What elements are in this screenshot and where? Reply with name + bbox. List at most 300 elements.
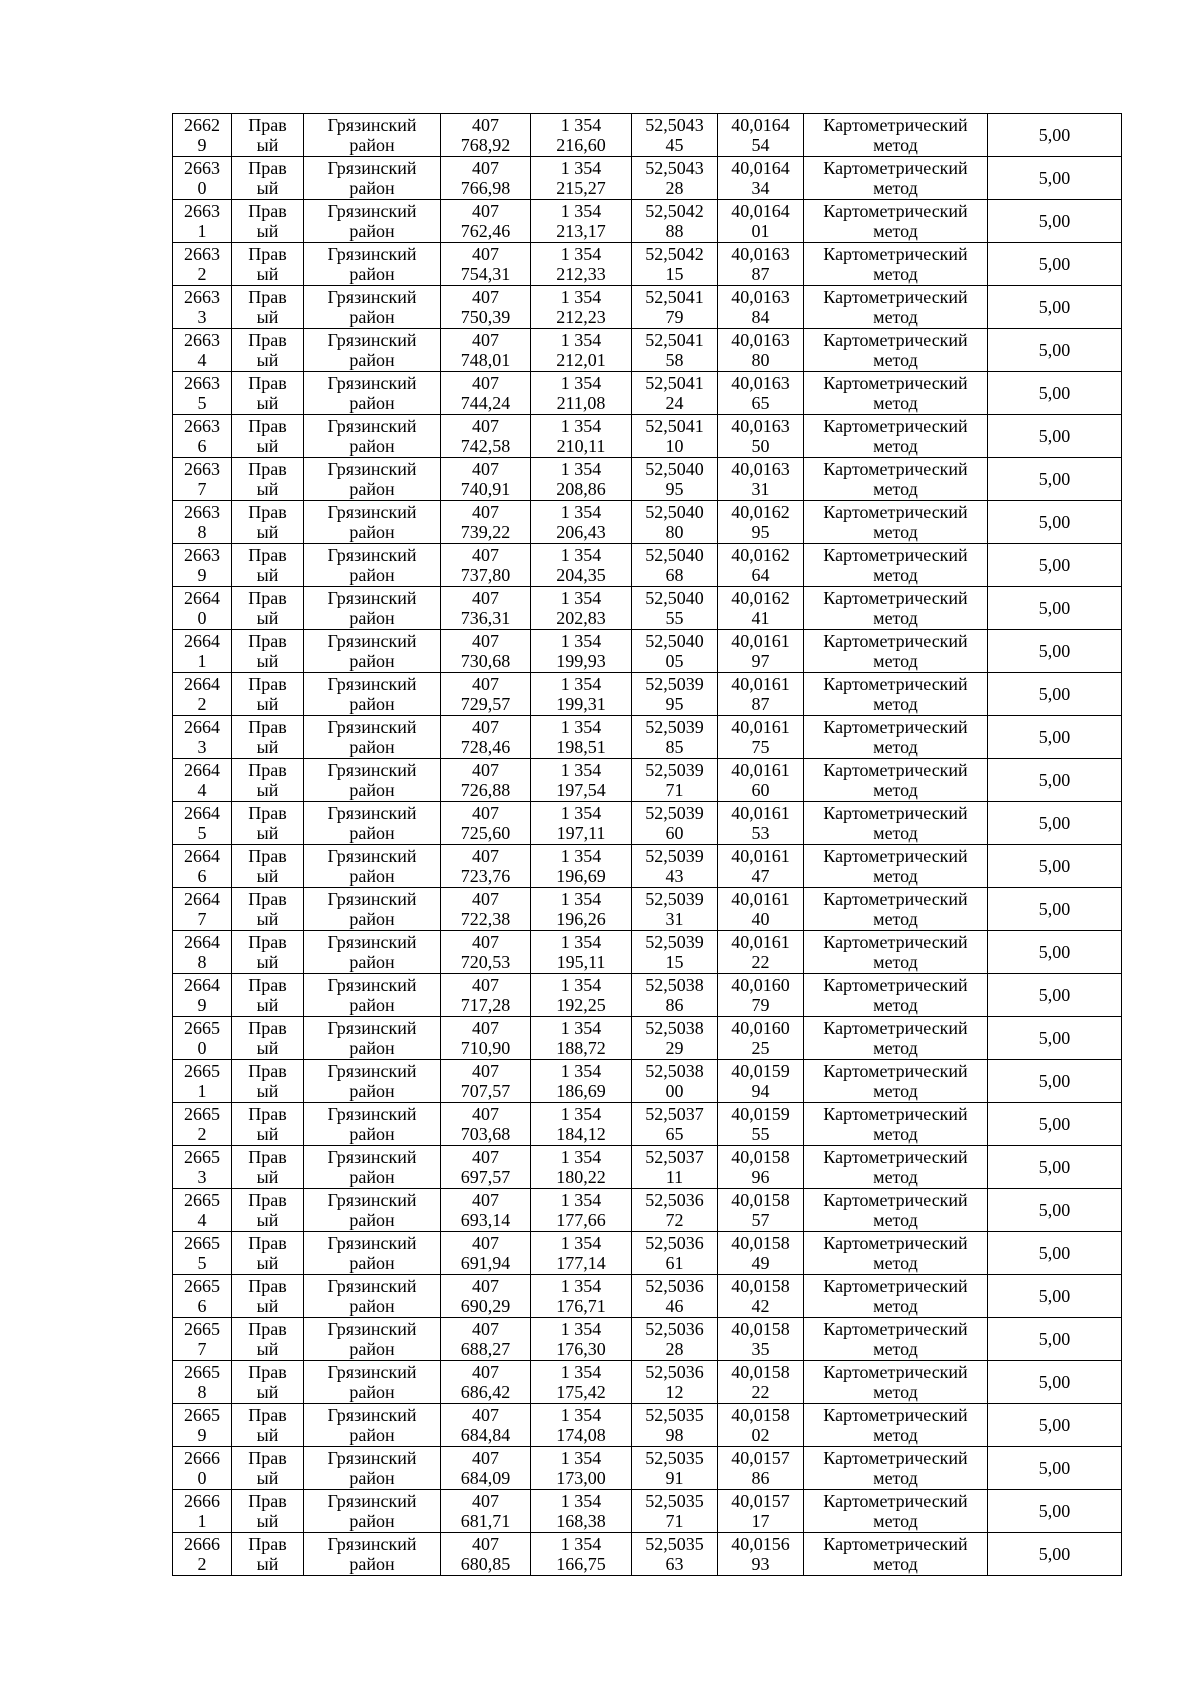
cell-accuracy: 5,00	[988, 415, 1122, 458]
table-row	[173, 372, 1122, 415]
cell-side: Прав ый	[232, 716, 304, 759]
cell-latitude: 52,5038 00	[632, 1060, 718, 1103]
cell-coord-x: 407 736,31	[441, 587, 531, 630]
cell-latitude: 52,5041 10	[632, 415, 718, 458]
cell-coord-x: 407 729,57	[441, 673, 531, 716]
cell-longitude: 40,0161 75	[718, 716, 804, 759]
cell-side: Прав ый	[232, 1404, 304, 1447]
cell-side: Прав ый	[232, 1275, 304, 1318]
coordinates-table	[172, 113, 1122, 1576]
cell-side: Прав ый	[232, 673, 304, 716]
cell-side: Прав ый	[232, 544, 304, 587]
cell-accuracy: 5,00	[988, 1017, 1122, 1060]
cell-side: Прав ый	[232, 286, 304, 329]
table-row	[173, 114, 1122, 157]
cell-point-number: 2665 1	[173, 1060, 232, 1103]
cell-district: Грязинский район	[304, 372, 441, 415]
table-row	[173, 329, 1122, 372]
cell-method: Картометрический метод	[804, 243, 988, 286]
cell-method: Картометрический метод	[804, 673, 988, 716]
cell-latitude: 52,5041 79	[632, 286, 718, 329]
cell-method: Картометрический метод	[804, 1017, 988, 1060]
cell-method: Картометрический метод	[804, 114, 988, 157]
cell-coord-x: 407 686,42	[441, 1361, 531, 1404]
cell-side: Прав ый	[232, 630, 304, 673]
table-row	[173, 716, 1122, 759]
cell-longitude: 40,0162 95	[718, 501, 804, 544]
cell-coord-x: 407 688,27	[441, 1318, 531, 1361]
cell-longitude: 40,0161 53	[718, 802, 804, 845]
cell-coord-x: 407 730,68	[441, 630, 531, 673]
cell-latitude: 52,5035 71	[632, 1490, 718, 1533]
cell-point-number: 2665 0	[173, 1017, 232, 1060]
cell-latitude: 52,5039 85	[632, 716, 718, 759]
cell-accuracy: 5,00	[988, 243, 1122, 286]
cell-side: Прав ый	[232, 931, 304, 974]
table-row	[173, 1361, 1122, 1404]
cell-coord-x: 407 728,46	[441, 716, 531, 759]
cell-method: Картометрический метод	[804, 1533, 988, 1576]
cell-coord-x: 407 680,85	[441, 1533, 531, 1576]
cell-latitude: 52,5035 63	[632, 1533, 718, 1576]
cell-side: Прав ый	[232, 1017, 304, 1060]
cell-coord-y: 1 354 212,01	[531, 329, 632, 372]
cell-point-number: 2663 9	[173, 544, 232, 587]
cell-longitude: 40,0159 55	[718, 1103, 804, 1146]
cell-district: Грязинский район	[304, 286, 441, 329]
cell-side: Прав ый	[232, 458, 304, 501]
cell-longitude: 40,0157 86	[718, 1447, 804, 1490]
cell-side: Прав ый	[232, 1533, 304, 1576]
cell-coord-y: 1 354 192,25	[531, 974, 632, 1017]
cell-district: Грязинский район	[304, 415, 441, 458]
cell-coord-y: 1 354 184,12	[531, 1103, 632, 1146]
cell-latitude: 52,5036 46	[632, 1275, 718, 1318]
table-row	[173, 415, 1122, 458]
cell-point-number: 2665 8	[173, 1361, 232, 1404]
cell-point-number: 2663 6	[173, 415, 232, 458]
cell-coord-x: 407 681,71	[441, 1490, 531, 1533]
cell-method: Картометрический метод	[804, 1275, 988, 1318]
cell-point-number: 2663 3	[173, 286, 232, 329]
cell-side: Прав ый	[232, 415, 304, 458]
cell-coord-x: 407 766,98	[441, 157, 531, 200]
cell-coord-x: 407 722,38	[441, 888, 531, 931]
cell-latitude: 52,5043 28	[632, 157, 718, 200]
cell-side: Прав ый	[232, 1146, 304, 1189]
cell-method: Картометрический метод	[804, 716, 988, 759]
cell-coord-y: 1 354 216,60	[531, 114, 632, 157]
table-row	[173, 286, 1122, 329]
cell-district: Грязинский район	[304, 630, 441, 673]
cell-accuracy: 5,00	[988, 1533, 1122, 1576]
cell-coord-y: 1 354 177,14	[531, 1232, 632, 1275]
cell-district: Грязинский район	[304, 501, 441, 544]
cell-point-number: 2664 7	[173, 888, 232, 931]
cell-accuracy: 5,00	[988, 1060, 1122, 1103]
cell-method: Картометрический метод	[804, 888, 988, 931]
cell-longitude: 40,0160 79	[718, 974, 804, 1017]
cell-point-number: 2665 5	[173, 1232, 232, 1275]
cell-district: Грязинский район	[304, 1404, 441, 1447]
cell-side: Прав ый	[232, 888, 304, 931]
cell-method: Картометрический метод	[804, 1103, 988, 1146]
table-row	[173, 845, 1122, 888]
cell-coord-x: 407 725,60	[441, 802, 531, 845]
cell-coord-y: 1 354 176,71	[531, 1275, 632, 1318]
cell-method: Картометрический метод	[804, 802, 988, 845]
cell-latitude: 52,5036 28	[632, 1318, 718, 1361]
cell-coord-y: 1 354 175,42	[531, 1361, 632, 1404]
cell-accuracy: 5,00	[988, 587, 1122, 630]
cell-point-number: 2663 7	[173, 458, 232, 501]
cell-longitude: 40,0163 84	[718, 286, 804, 329]
cell-accuracy: 5,00	[988, 329, 1122, 372]
table-row	[173, 974, 1122, 1017]
table-row	[173, 1146, 1122, 1189]
cell-district: Грязинский район	[304, 845, 441, 888]
cell-method: Картометрический метод	[804, 501, 988, 544]
cell-coord-y: 1 354 211,08	[531, 372, 632, 415]
cell-latitude: 52,5035 91	[632, 1447, 718, 1490]
cell-coord-x: 407 691,94	[441, 1232, 531, 1275]
cell-district: Грязинский район	[304, 1146, 441, 1189]
cell-latitude: 52,5040 05	[632, 630, 718, 673]
cell-longitude: 40,0158 49	[718, 1232, 804, 1275]
cell-district: Грязинский район	[304, 1361, 441, 1404]
cell-district: Грязинский район	[304, 716, 441, 759]
cell-method: Картометрический метод	[804, 286, 988, 329]
cell-method: Картометрический метод	[804, 759, 988, 802]
cell-side: Прав ый	[232, 329, 304, 372]
cell-latitude: 52,5039 31	[632, 888, 718, 931]
cell-district: Грязинский район	[304, 1017, 441, 1060]
cell-longitude: 40,0161 87	[718, 673, 804, 716]
cell-longitude: 40,0161 22	[718, 931, 804, 974]
cell-coord-x: 407 754,31	[441, 243, 531, 286]
cell-point-number: 2663 0	[173, 157, 232, 200]
cell-method: Картометрический метод	[804, 1361, 988, 1404]
cell-district: Грязинский район	[304, 1189, 441, 1232]
cell-accuracy: 5,00	[988, 372, 1122, 415]
cell-side: Прав ый	[232, 1103, 304, 1146]
table-row	[173, 1275, 1122, 1318]
cell-longitude: 40,0163 80	[718, 329, 804, 372]
cell-latitude: 52,5037 11	[632, 1146, 718, 1189]
table-row	[173, 200, 1122, 243]
cell-coord-y: 1 354 202,83	[531, 587, 632, 630]
cell-latitude: 52,5036 61	[632, 1232, 718, 1275]
cell-point-number: 2662 9	[173, 114, 232, 157]
table-row	[173, 1017, 1122, 1060]
table-row	[173, 888, 1122, 931]
cell-method: Картометрический метод	[804, 1404, 988, 1447]
cell-longitude: 40,0158 42	[718, 1275, 804, 1318]
cell-point-number: 2663 1	[173, 200, 232, 243]
cell-latitude: 52,5040 68	[632, 544, 718, 587]
cell-district: Грязинский район	[304, 1103, 441, 1146]
cell-coord-y: 1 354 212,23	[531, 286, 632, 329]
cell-side: Прав ый	[232, 845, 304, 888]
table-row	[173, 630, 1122, 673]
cell-longitude: 40,0158 02	[718, 1404, 804, 1447]
cell-longitude: 40,0161 40	[718, 888, 804, 931]
cell-district: Грязинский район	[304, 802, 441, 845]
cell-coord-x: 407 742,58	[441, 415, 531, 458]
cell-accuracy: 5,00	[988, 1232, 1122, 1275]
cell-side: Прав ый	[232, 372, 304, 415]
cell-longitude: 40,0164 01	[718, 200, 804, 243]
table-row	[173, 1490, 1122, 1533]
cell-method: Картометрический метод	[804, 372, 988, 415]
cell-district: Грязинский район	[304, 1447, 441, 1490]
cell-latitude: 52,5036 72	[632, 1189, 718, 1232]
cell-point-number: 2666 2	[173, 1533, 232, 1576]
cell-method: Картометрический метод	[804, 1146, 988, 1189]
cell-accuracy: 5,00	[988, 157, 1122, 200]
cell-coord-y: 1 354 196,69	[531, 845, 632, 888]
cell-method: Картометрический метод	[804, 974, 988, 1017]
cell-coord-y: 1 354 213,17	[531, 200, 632, 243]
cell-district: Грязинский район	[304, 1060, 441, 1103]
cell-side: Прав ый	[232, 1189, 304, 1232]
cell-method: Картометрический метод	[804, 329, 988, 372]
cell-longitude: 40,0159 94	[718, 1060, 804, 1103]
cell-point-number: 2666 1	[173, 1490, 232, 1533]
cell-method: Картометрический метод	[804, 157, 988, 200]
cell-district: Грязинский район	[304, 114, 441, 157]
cell-point-number: 2664 2	[173, 673, 232, 716]
table-row	[173, 1232, 1122, 1275]
cell-coord-x: 407 717,28	[441, 974, 531, 1017]
cell-district: Грязинский район	[304, 587, 441, 630]
cell-point-number: 2664 3	[173, 716, 232, 759]
cell-coord-y: 1 354 199,31	[531, 673, 632, 716]
table-body	[173, 114, 1122, 1576]
cell-point-number: 2664 4	[173, 759, 232, 802]
cell-coord-x: 407 726,88	[441, 759, 531, 802]
cell-point-number: 2665 7	[173, 1318, 232, 1361]
cell-longitude: 40,0161 47	[718, 845, 804, 888]
table-row	[173, 1447, 1122, 1490]
cell-accuracy: 5,00	[988, 114, 1122, 157]
cell-method: Картометрический метод	[804, 845, 988, 888]
cell-method: Картометрический метод	[804, 1189, 988, 1232]
cell-side: Прав ый	[232, 1361, 304, 1404]
cell-coord-y: 1 354 204,35	[531, 544, 632, 587]
cell-coord-x: 407 739,22	[441, 501, 531, 544]
cell-coord-x: 407 762,46	[441, 200, 531, 243]
cell-latitude: 52,5038 29	[632, 1017, 718, 1060]
table-row	[173, 759, 1122, 802]
cell-side: Прав ый	[232, 501, 304, 544]
cell-coord-y: 1 354 206,43	[531, 501, 632, 544]
cell-coord-x: 407 703,68	[441, 1103, 531, 1146]
cell-coord-x: 407 740,91	[441, 458, 531, 501]
cell-coord-y: 1 354 168,38	[531, 1490, 632, 1533]
cell-point-number: 2666 0	[173, 1447, 232, 1490]
cell-latitude: 52,5043 45	[632, 114, 718, 157]
cell-coord-x: 407 723,76	[441, 845, 531, 888]
cell-point-number: 2665 9	[173, 1404, 232, 1447]
cell-district: Грязинский район	[304, 673, 441, 716]
cell-point-number: 2664 0	[173, 587, 232, 630]
cell-point-number: 2665 2	[173, 1103, 232, 1146]
cell-point-number: 2663 2	[173, 243, 232, 286]
cell-method: Картометрический метод	[804, 1447, 988, 1490]
cell-longitude: 40,0161 97	[718, 630, 804, 673]
cell-coord-y: 1 354 195,11	[531, 931, 632, 974]
cell-side: Прав ый	[232, 802, 304, 845]
cell-coord-y: 1 354 174,08	[531, 1404, 632, 1447]
cell-accuracy: 5,00	[988, 1318, 1122, 1361]
cell-district: Грязинский район	[304, 759, 441, 802]
cell-latitude: 52,5042 15	[632, 243, 718, 286]
cell-accuracy: 5,00	[988, 1404, 1122, 1447]
table-row	[173, 802, 1122, 845]
cell-point-number: 2664 5	[173, 802, 232, 845]
table-row	[173, 587, 1122, 630]
cell-longitude: 40,0161 60	[718, 759, 804, 802]
table-row	[173, 1060, 1122, 1103]
cell-latitude: 52,5040 95	[632, 458, 718, 501]
cell-side: Прав ый	[232, 587, 304, 630]
cell-district: Грязинский район	[304, 329, 441, 372]
cell-coord-y: 1 354 196,26	[531, 888, 632, 931]
cell-latitude: 52,5041 58	[632, 329, 718, 372]
cell-coord-y: 1 354 166,75	[531, 1533, 632, 1576]
cell-latitude: 52,5039 71	[632, 759, 718, 802]
cell-latitude: 52,5040 55	[632, 587, 718, 630]
table-row	[173, 243, 1122, 286]
cell-accuracy: 5,00	[988, 1361, 1122, 1404]
cell-coord-y: 1 354 180,22	[531, 1146, 632, 1189]
table-row	[173, 673, 1122, 716]
cell-coord-y: 1 354 176,30	[531, 1318, 632, 1361]
table-row	[173, 1533, 1122, 1576]
cell-district: Грязинский район	[304, 1275, 441, 1318]
cell-side: Прав ый	[232, 1447, 304, 1490]
cell-coord-x: 407 690,29	[441, 1275, 531, 1318]
cell-longitude: 40,0163 50	[718, 415, 804, 458]
cell-latitude: 52,5038 86	[632, 974, 718, 1017]
cell-longitude: 40,0162 41	[718, 587, 804, 630]
cell-coord-x: 407 737,80	[441, 544, 531, 587]
table-row	[173, 931, 1122, 974]
cell-accuracy: 5,00	[988, 501, 1122, 544]
table-row	[173, 1318, 1122, 1361]
cell-latitude: 52,5039 60	[632, 802, 718, 845]
cell-accuracy: 5,00	[988, 286, 1122, 329]
cell-coord-y: 1 354 198,51	[531, 716, 632, 759]
cell-longitude: 40,0156 93	[718, 1533, 804, 1576]
cell-side: Прав ый	[232, 1060, 304, 1103]
cell-latitude: 52,5039 15	[632, 931, 718, 974]
cell-latitude: 52,5036 12	[632, 1361, 718, 1404]
cell-accuracy: 5,00	[988, 802, 1122, 845]
cell-district: Грязинский район	[304, 243, 441, 286]
cell-accuracy: 5,00	[988, 1189, 1122, 1232]
cell-latitude: 52,5037 65	[632, 1103, 718, 1146]
table-row	[173, 1189, 1122, 1232]
cell-latitude: 52,5040 80	[632, 501, 718, 544]
table-row	[173, 458, 1122, 501]
table-row	[173, 1404, 1122, 1447]
cell-accuracy: 5,00	[988, 1275, 1122, 1318]
cell-coord-y: 1 354 210,11	[531, 415, 632, 458]
cell-accuracy: 5,00	[988, 759, 1122, 802]
cell-longitude: 40,0163 87	[718, 243, 804, 286]
cell-coord-y: 1 354 197,11	[531, 802, 632, 845]
cell-latitude: 52,5039 95	[632, 673, 718, 716]
cell-coord-y: 1 354 177,66	[531, 1189, 632, 1232]
cell-method: Картометрический метод	[804, 931, 988, 974]
cell-longitude: 40,0163 65	[718, 372, 804, 415]
cell-coord-x: 407 697,57	[441, 1146, 531, 1189]
cell-longitude: 40,0158 35	[718, 1318, 804, 1361]
cell-method: Картометрический метод	[804, 587, 988, 630]
cell-longitude: 40,0158 57	[718, 1189, 804, 1232]
cell-side: Прав ый	[232, 1318, 304, 1361]
cell-accuracy: 5,00	[988, 458, 1122, 501]
cell-accuracy: 5,00	[988, 716, 1122, 759]
cell-accuracy: 5,00	[988, 845, 1122, 888]
cell-method: Картометрический метод	[804, 200, 988, 243]
cell-side: Прав ый	[232, 157, 304, 200]
cell-coord-x: 407 748,01	[441, 329, 531, 372]
cell-coord-x: 407 707,57	[441, 1060, 531, 1103]
cell-longitude: 40,0163 31	[718, 458, 804, 501]
cell-side: Прав ый	[232, 974, 304, 1017]
cell-district: Грязинский район	[304, 1490, 441, 1533]
cell-point-number: 2665 4	[173, 1189, 232, 1232]
cell-longitude: 40,0157 17	[718, 1490, 804, 1533]
cell-district: Грязинский район	[304, 1232, 441, 1275]
cell-longitude: 40,0164 34	[718, 157, 804, 200]
cell-longitude: 40,0164 54	[718, 114, 804, 157]
cell-coord-y: 1 354 199,93	[531, 630, 632, 673]
cell-coord-x: 407 768,92	[441, 114, 531, 157]
cell-point-number: 2663 5	[173, 372, 232, 415]
cell-district: Грязинский район	[304, 1318, 441, 1361]
cell-accuracy: 5,00	[988, 200, 1122, 243]
cell-district: Грязинский район	[304, 200, 441, 243]
cell-coord-y: 1 354 212,33	[531, 243, 632, 286]
cell-point-number: 2664 9	[173, 974, 232, 1017]
cell-district: Грязинский район	[304, 458, 441, 501]
cell-district: Грязинский район	[304, 544, 441, 587]
cell-district: Грязинский район	[304, 888, 441, 931]
cell-method: Картометрический метод	[804, 415, 988, 458]
cell-coord-y: 1 354 173,00	[531, 1447, 632, 1490]
cell-coord-y: 1 354 188,72	[531, 1017, 632, 1060]
cell-coord-x: 407 684,84	[441, 1404, 531, 1447]
cell-latitude: 52,5041 24	[632, 372, 718, 415]
cell-coord-y: 1 354 208,86	[531, 458, 632, 501]
cell-point-number: 2663 4	[173, 329, 232, 372]
table-row	[173, 1103, 1122, 1146]
cell-method: Картометрический метод	[804, 1060, 988, 1103]
cell-accuracy: 5,00	[988, 630, 1122, 673]
cell-side: Прав ый	[232, 1490, 304, 1533]
table-row	[173, 157, 1122, 200]
cell-point-number: 2664 8	[173, 931, 232, 974]
cell-accuracy: 5,00	[988, 1103, 1122, 1146]
cell-latitude: 52,5042 88	[632, 200, 718, 243]
cell-district: Грязинский район	[304, 157, 441, 200]
table-row	[173, 544, 1122, 587]
cell-accuracy: 5,00	[988, 1447, 1122, 1490]
